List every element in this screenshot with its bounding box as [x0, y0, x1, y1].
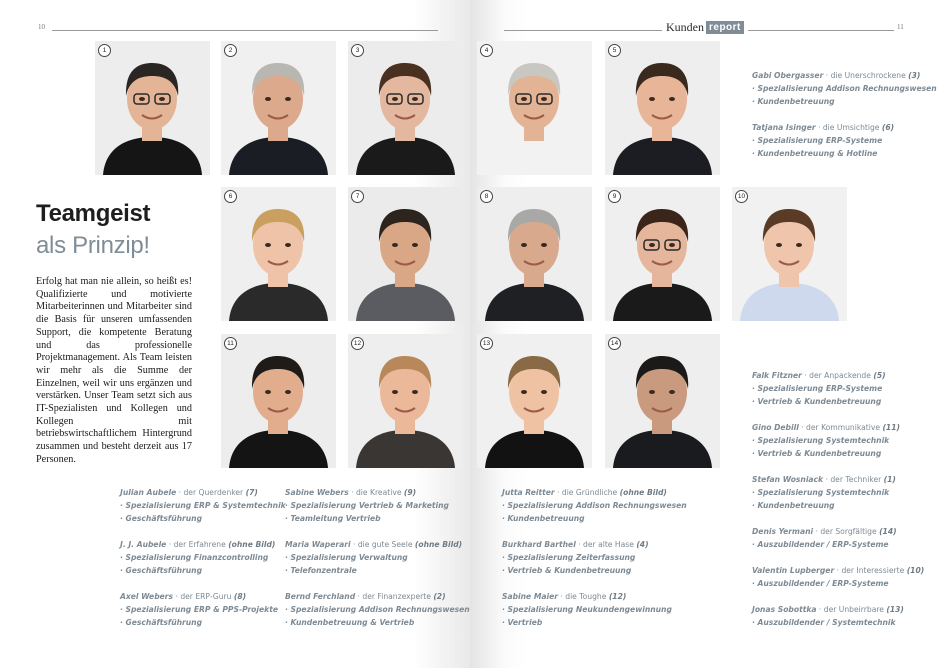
- portrait-eye: [796, 243, 802, 247]
- photo-number: 3: [351, 44, 364, 57]
- person-name: Gabi Obergasser: [752, 71, 824, 80]
- photo-number: 6: [224, 190, 237, 203]
- photo-number: 4: [480, 44, 493, 57]
- person-name: Jonas Sobottka: [752, 605, 817, 614]
- person-role: · die Umsichtige: [815, 123, 882, 132]
- person-name: Sabine Maier: [502, 592, 559, 601]
- person-detail: · Kundenbetreuung & Hotline: [752, 149, 878, 158]
- team-photo: [477, 334, 592, 468]
- headline-line-2: als Prinzip!: [36, 232, 150, 259]
- person-photo-ref: (5): [873, 371, 886, 380]
- person-photo-ref: (11): [882, 423, 900, 432]
- person-role: · der Sorgfältige: [813, 527, 880, 536]
- portrait-eye: [392, 97, 398, 101]
- team-photo: [348, 334, 463, 468]
- person-name: Burkhard Barthel: [502, 540, 576, 549]
- person-role: · der alte Hase: [575, 540, 637, 549]
- portrait-eye: [541, 97, 547, 101]
- person-photo-ref: (9): [403, 488, 417, 497]
- portrait-shirt: [356, 137, 455, 175]
- person-entry: [285, 538, 462, 577]
- portrait-eye: [412, 97, 418, 101]
- portrait-figure: [605, 41, 720, 175]
- portrait-eye: [412, 390, 418, 394]
- person-detail: · Spezialisierung Addison Rechnungswesen: [502, 501, 687, 510]
- portrait-eye: [649, 243, 655, 247]
- person-detail: · Kundenbetreuung: [502, 514, 585, 523]
- portrait-eye: [541, 390, 547, 394]
- person-photo-ref: (14): [879, 527, 897, 536]
- person-role: · der Anpackende: [801, 371, 874, 380]
- team-photo: [477, 41, 592, 175]
- person-role: · der Finanzexperte: [355, 592, 434, 601]
- person-detail: · Spezialisierung ERP-Systeme: [752, 384, 883, 393]
- portrait-figure: [477, 334, 592, 468]
- person-entry: [752, 564, 924, 590]
- person-photo-ref: (4): [636, 540, 649, 549]
- person-detail: · Kundenbetreuung: [752, 97, 835, 106]
- portrait-eye: [265, 97, 271, 101]
- portrait-eye: [392, 390, 398, 394]
- portrait-shirt: [356, 430, 455, 468]
- portrait-eye: [541, 243, 547, 247]
- person-name: Denis Yermani: [752, 527, 814, 536]
- portrait-eye: [521, 243, 527, 247]
- person-name: Julian Aubele: [120, 488, 177, 497]
- person-detail: · Spezialisierung Zeiterfassung: [502, 553, 636, 562]
- person-name: J. J. Aubele: [120, 540, 167, 549]
- portrait-shirt: [613, 137, 712, 175]
- person-role: · der Interessierte: [834, 566, 907, 575]
- person-role: · der Erfahrene: [166, 540, 229, 549]
- header-rule-left: [52, 30, 438, 31]
- person-photo-ref: (2): [433, 592, 446, 601]
- person-name: Bernd Ferchland: [285, 592, 356, 601]
- person-detail: · Spezialisierung Systemtechnik: [752, 436, 890, 445]
- portrait-eye: [521, 97, 527, 101]
- portrait-eye: [265, 243, 271, 247]
- portrait-shirt: [485, 137, 584, 175]
- photo-number: 8: [480, 190, 493, 203]
- person-role: · der Kommunikative: [798, 423, 883, 432]
- photo-number: 2: [224, 44, 237, 57]
- person-detail: · Kundenbetreuung: [752, 501, 835, 510]
- person-name: Sabine Webers: [285, 488, 349, 497]
- person-name: Maria Waperari: [285, 540, 351, 549]
- person-role: · der ERP-Guru: [173, 592, 234, 601]
- person-entry: [502, 590, 672, 629]
- person-entry: [752, 473, 896, 512]
- person-photo-ref: (12): [608, 592, 627, 601]
- person-role: · die Kreative: [348, 488, 404, 497]
- person-detail: · Spezialisierung Addison Rechnungswesen: [285, 605, 470, 614]
- person-photo-ref: (7): [245, 488, 258, 497]
- person-photo-ref: (3): [908, 71, 921, 80]
- portrait-figure: [95, 41, 210, 175]
- person-detail: · Vertrieb & Kundenbetreuung: [502, 566, 632, 575]
- person-detail: · Spezialisierung Verwaltung: [285, 553, 408, 562]
- portrait-figure: [221, 187, 336, 321]
- portrait-eye: [265, 390, 271, 394]
- person-entry: [502, 538, 649, 577]
- person-entry: [752, 369, 886, 408]
- portrait-figure: [732, 187, 847, 321]
- team-photo: [605, 41, 720, 175]
- team-photo: [221, 334, 336, 468]
- person-role: · die Unerschrockene: [823, 71, 909, 80]
- portrait-shirt: [229, 283, 328, 321]
- person-entry: [752, 69, 937, 108]
- person-role: · die Gründliche: [554, 488, 620, 497]
- team-photo: [605, 187, 720, 321]
- person-detail: · Spezialisierung Finanzcontrolling: [120, 553, 269, 562]
- person-name: Falk Fitzner: [752, 371, 802, 380]
- photo-number: 14: [608, 337, 621, 350]
- portrait-shirt: [356, 283, 455, 321]
- person-photo-ref: (8): [233, 592, 247, 601]
- person-entry: [752, 421, 900, 460]
- person-photo-ref: (10): [906, 566, 925, 575]
- person-detail: · Telefonzentrale: [285, 566, 357, 575]
- portrait-shirt: [485, 430, 584, 468]
- person-role: · der Querdenker: [176, 488, 246, 497]
- person-entry: [502, 486, 687, 525]
- portrait-figure: [605, 187, 720, 321]
- person-name: Valentin Lupberger: [752, 566, 835, 575]
- portrait-eye: [285, 97, 291, 101]
- person-entry: [285, 590, 470, 629]
- portrait-eye: [521, 390, 527, 394]
- team-photo: [732, 187, 847, 321]
- person-detail: · Auszubildender / ERP-Systeme: [752, 579, 889, 588]
- portrait-eye: [392, 243, 398, 247]
- person-entry: [285, 486, 449, 525]
- portrait-eye: [285, 243, 291, 247]
- person-photo-ref: (6): [881, 123, 895, 132]
- team-photo: [221, 41, 336, 175]
- portrait-eye: [776, 243, 782, 247]
- header-rule-right-2: [748, 30, 894, 31]
- intro-text: [36, 276, 192, 467]
- team-photo: [95, 41, 210, 175]
- magazine-logo: [666, 20, 744, 34]
- person-detail: · Vertrieb: [502, 618, 543, 627]
- person-detail: · Kundenbetreuung & Vertrieb: [285, 618, 415, 627]
- person-detail: · Geschäftsführung: [120, 566, 203, 575]
- photo-number: 12: [351, 337, 364, 350]
- intro-paragraph: Erfolg hat man nie allein, so heißt es! Qualifizierte und motivierte Mitarbeiterinnen und Mitarbeiter sind die Basis für unseren umfassenden Support, die kompetente Beratung und das professionelle Projektmanagement. Als Team leisten wir mehr als die Summe der Einzelnen, weil wir uns ergänzen und verstärken. Unser Team setzt sich aus IT-Spezialisten und Kollegen und Kollegen mit betriebswirtschaftlichem Hintergrund zusammen und besteht derzeit aus 17 Personen.: [36, 276, 192, 465]
- photo-number: 5: [608, 44, 621, 57]
- person-entry: [752, 603, 904, 629]
- person-detail: · Auszubildender / ERP-Systeme: [752, 540, 889, 549]
- team-photo: [605, 334, 720, 468]
- portrait-shirt: [229, 137, 328, 175]
- portrait-figure: [221, 41, 336, 175]
- team-photo: [348, 187, 463, 321]
- portrait-shirt: [613, 430, 712, 468]
- portrait-shirt: [485, 283, 584, 321]
- portrait-eye: [669, 390, 675, 394]
- person-detail: · Geschäftsführung: [120, 618, 203, 627]
- person-photo-ref: (ohne Bild): [228, 540, 276, 549]
- portrait-figure: [348, 41, 463, 175]
- photo-number: 7: [351, 190, 364, 203]
- person-entry: [120, 486, 286, 525]
- person-detail: · Spezialisierung ERP & Systemtechnik: [120, 501, 286, 510]
- logo-word-kunden: Kunden: [666, 19, 704, 34]
- portrait-figure: [605, 334, 720, 468]
- team-photo: [221, 187, 336, 321]
- photo-number: 13: [480, 337, 493, 350]
- person-name: Axel Webers: [120, 592, 174, 601]
- person-detail: · Spezialisierung Neukundengewinnung: [502, 605, 672, 614]
- portrait-eye: [412, 243, 418, 247]
- portrait-figure: [477, 187, 592, 321]
- person-photo-ref: (13): [886, 605, 904, 614]
- person-entry: [120, 538, 275, 577]
- portrait-figure: [221, 334, 336, 468]
- headline-line-1: Teamgeist: [36, 200, 151, 227]
- portrait-eye: [159, 97, 165, 101]
- person-detail: · Spezialisierung Vertrieb & Marketing: [285, 501, 449, 510]
- portrait-shirt: [229, 430, 328, 468]
- person-detail: · Teamleitung Vertrieb: [285, 514, 381, 523]
- header-rule-right: [504, 30, 662, 31]
- portrait-eye: [669, 243, 675, 247]
- photo-number: 10: [735, 190, 748, 203]
- person-entry: [752, 121, 894, 160]
- portrait-figure: [348, 334, 463, 468]
- portrait-eye: [649, 97, 655, 101]
- person-name: Stefan Wosniack: [752, 475, 824, 484]
- person-name: Gino Debill: [752, 423, 799, 432]
- person-detail: · Spezialisierung Addison Rechnungswesen: [752, 84, 937, 93]
- person-photo-ref: (ohne Bild): [619, 488, 667, 497]
- portrait-eye: [649, 390, 655, 394]
- portrait-eye: [285, 390, 291, 394]
- portrait-figure: [348, 187, 463, 321]
- person-detail: · Vertrieb & Kundenbetreuung: [752, 449, 882, 458]
- logo-word-report: report: [706, 21, 744, 34]
- person-detail: · Spezialisierung ERP-Systeme: [752, 136, 883, 145]
- person-detail: · Geschäftsführung: [120, 514, 203, 523]
- portrait-shirt: [740, 283, 839, 321]
- page-number-right: 11: [897, 23, 904, 31]
- person-detail: · Auszubildender / Systemtechnik: [752, 618, 896, 627]
- person-photo-ref: (1): [883, 475, 896, 484]
- portrait-shirt: [613, 283, 712, 321]
- portrait-eye: [669, 97, 675, 101]
- person-detail: · Spezialisierung Systemtechnik: [752, 488, 890, 497]
- person-name: Jutta Reitter: [502, 488, 555, 497]
- portrait-figure: [477, 41, 592, 175]
- team-photo: [348, 41, 463, 175]
- photo-number: 1: [98, 44, 111, 57]
- person-entry: [120, 590, 278, 629]
- person-detail: · Vertrieb & Kundenbetreuung: [752, 397, 882, 406]
- photo-number: 11: [224, 337, 237, 350]
- person-photo-ref: (ohne Bild): [414, 540, 463, 549]
- person-entry: [752, 525, 897, 551]
- person-role: · die Toughe: [558, 592, 609, 601]
- portrait-shirt: [103, 137, 202, 175]
- portrait-eye: [139, 97, 145, 101]
- page-number-left: 10: [38, 23, 45, 31]
- person-detail: · Spezialisierung ERP & PPS-Projekte: [120, 605, 278, 614]
- person-role: · die gute Seele: [350, 540, 415, 549]
- person-role: · der Techniker: [823, 475, 884, 484]
- person-role: · der Unbeirrbare: [816, 605, 887, 614]
- team-photo: [477, 187, 592, 321]
- person-name: Tatjana Isinger: [752, 123, 816, 132]
- photo-number: 9: [608, 190, 621, 203]
